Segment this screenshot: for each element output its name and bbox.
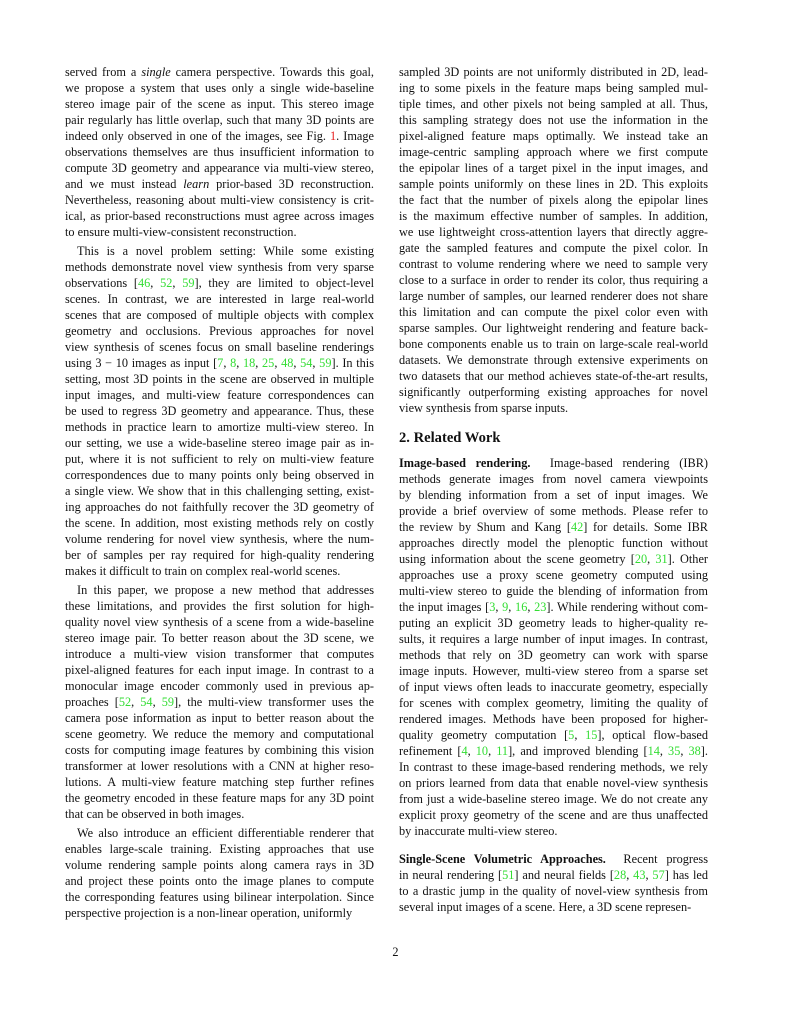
citation-link[interactable]: 48 bbox=[281, 356, 294, 370]
text-line: several input images of a scene. Here, a 3D scene represen- bbox=[399, 900, 692, 914]
citation-link[interactable]: 59 bbox=[161, 695, 174, 709]
text-line: ical, as prior-based reconstructions must agree across images bbox=[65, 209, 374, 223]
text-line: the input images [3, 9, 16, 23]. While rendering without com- bbox=[399, 600, 709, 614]
paragraph-runin-heading: Image-based rendering. bbox=[399, 456, 531, 470]
text-line: to a drastic jump in the quality of novel-view synthesis from bbox=[399, 884, 708, 898]
text-line: by inaccurate multi-view stereo. bbox=[399, 824, 558, 838]
text-line: the fact that the number of pixels along the epipolar lines bbox=[399, 193, 708, 207]
text-line: observations themselves are thus insufficient information to bbox=[65, 145, 374, 159]
text-line: of input views often leads to inaccurate geometry, especially bbox=[399, 680, 708, 694]
text-line: Image-based rendering. Image-based rendering (IBR) bbox=[399, 456, 708, 470]
text-line: introduce a multi-view vision transformer that computes bbox=[65, 647, 374, 661]
text-line: on priors learned from data that enable novel-view synthesis bbox=[399, 776, 708, 790]
right-column bbox=[399, 64, 708, 915]
text-line: for scenes with complex geometry, limiting the quality of bbox=[399, 696, 708, 710]
text-line: indeed only observed in one of the images, see Fig. 1. Image bbox=[65, 129, 375, 143]
citation-link[interactable]: 43 bbox=[633, 868, 646, 882]
citation-link[interactable]: 11 bbox=[496, 744, 509, 758]
text-line: quality geometry computation [5, 15], optical flow-based bbox=[399, 728, 708, 742]
text-line: scenes that are composed of multiple objects with complex bbox=[65, 308, 374, 322]
text-line: costs for computing image features by combining this vision bbox=[65, 743, 374, 757]
citation-link[interactable]: 15 bbox=[585, 728, 598, 742]
text-line: close to a surface in order to render its color, thus requiring a bbox=[399, 273, 708, 287]
text-line: tiple times, and other pixels not being sampled at all. Thus, bbox=[399, 97, 708, 111]
text-line: methods that rely on 3D geometry can work with sparse bbox=[399, 648, 708, 662]
citation-link[interactable]: 7 bbox=[217, 356, 224, 370]
text-line: scene geometry. We reduce the memory and computational bbox=[65, 727, 374, 741]
text-line: approaches use a proxy scene geometry computed using bbox=[399, 568, 708, 582]
text-line: and project these points onto the image planes to compute bbox=[65, 874, 374, 888]
text-line: two datasets that our method achieves state-of-the-art results, bbox=[399, 369, 708, 383]
citation-link[interactable]: 18 bbox=[242, 356, 256, 370]
text-line: camera pose information as input to better reason about the bbox=[65, 711, 374, 725]
text-line: approaches directly model the plenoptic function without bbox=[399, 536, 708, 550]
text-line: pair regularly has little overlap, such that many 3D points are bbox=[65, 113, 374, 127]
text-line: geometry and occlusions. Previous approaches for novel bbox=[65, 324, 374, 338]
citation-link[interactable]: 28 bbox=[613, 868, 627, 882]
text-line: we use lightweight cross-attention layers that directly aggre- bbox=[399, 225, 708, 239]
text-line: datasets. We demonstrate through extensive experiments on bbox=[399, 353, 708, 367]
text-line: stereo image pair. To better reason about the 3D scene, we bbox=[65, 631, 374, 645]
text-line: these limitations, and provides the first solution for high- bbox=[65, 599, 374, 613]
text-line: correspondences due to many points only being observed in bbox=[65, 468, 374, 482]
text-line: a single view. We show that in this challenging setting, exist- bbox=[65, 484, 374, 498]
citation-link[interactable]: 14 bbox=[647, 744, 660, 758]
text-line: gate the sampled features and compute the pixel color. In bbox=[399, 241, 708, 255]
citation-link[interactable]: 54 bbox=[140, 695, 153, 709]
emphasis-text: learn bbox=[183, 177, 210, 191]
citation-link[interactable]: 31 bbox=[655, 552, 668, 566]
citation-link[interactable]: 42 bbox=[570, 520, 584, 534]
text-line: using information about the scene geometry [20, 31]. Other bbox=[399, 552, 708, 566]
paragraph-image-based-rendering bbox=[399, 455, 708, 839]
text-line: makes it difficult to train on complex real-world scenes. bbox=[65, 564, 341, 578]
citation-link[interactable]: 5 bbox=[568, 728, 575, 742]
text-line: pixel-aligned feature maps optimally. We instead take an bbox=[399, 129, 708, 143]
text-line: quality novel view synthesis of a scene from a wide-baseline bbox=[65, 615, 374, 629]
text-line: proaches [52, 54, 59], the multi-view transformer uses the bbox=[65, 695, 374, 709]
text-line: sample points uniformly on these lines in 2D. This exploits bbox=[399, 177, 708, 191]
text-line: compute 3D geometry and appearance via multi-view stereo, bbox=[65, 161, 374, 175]
text-line: this limitation and can compute the pixel color even with bbox=[399, 305, 708, 319]
text-line: sults, it requires a large number of input images. In contrast, bbox=[399, 632, 708, 646]
left-column bbox=[65, 64, 374, 924]
text-line: Nevertheless, reasoning about multi-view consistency is crit- bbox=[65, 193, 374, 207]
text-line: In contrast to these image-based rendering methods, we rely bbox=[399, 760, 708, 774]
text-line: large number of samples, our learned renderer does not share bbox=[399, 289, 708, 303]
text-line: transformer at lower resolutions with a CNN at higher reso- bbox=[65, 759, 374, 773]
citation-link[interactable]: 25 bbox=[262, 356, 275, 370]
text-line: lutions. A multi-view feature matching step further refines bbox=[65, 775, 374, 789]
text-line: in neural rendering [51] and neural fields [28, 43, 57] has led bbox=[399, 868, 708, 882]
text-line: input images, and multi-view feature correspondences can bbox=[65, 388, 374, 402]
text-line: to ensure multi-view-consistent reconstruction. bbox=[65, 225, 297, 239]
citation-link[interactable]: 52 bbox=[160, 276, 173, 290]
text-line: methods generate images from novel camera viewpoints bbox=[399, 472, 708, 486]
text-line: by blending information from a set of input images. We bbox=[399, 488, 708, 502]
text-line: image-centric sampling approach where we first compute bbox=[399, 145, 708, 159]
intro-continuation-paragraph bbox=[399, 64, 708, 416]
citation-link[interactable]: 59 bbox=[182, 276, 195, 290]
text-line: perspective projection is a non-linear operation, uniformly bbox=[65, 906, 353, 920]
citation-link[interactable]: 8 bbox=[230, 356, 237, 370]
text-line: is the maximum effective number of samples. In addition, bbox=[399, 209, 708, 223]
text-line: enables large-scale training. Existing approaches that use bbox=[65, 842, 374, 856]
section-heading-related-work: 2. Related Work bbox=[399, 430, 501, 446]
text-line: refinement [4, 10, 11], and improved blending [14, 35, 38]. bbox=[399, 744, 708, 758]
citation-link[interactable]: 20 bbox=[634, 552, 648, 566]
text-line: provide a brief overview of some methods. Please refer to bbox=[399, 504, 708, 518]
text-line: puting an explicit 3D geometry leads to higher-quality re- bbox=[399, 616, 708, 630]
text-line: methods in practice learn to amortize multi-view stereo. In bbox=[65, 420, 374, 434]
text-line: explicit proxy geometry of the scene and are thus unaffected bbox=[399, 808, 708, 822]
text-line: bone components enable us to train on large-scale real-world bbox=[399, 337, 708, 351]
citation-link[interactable]: 10 bbox=[475, 744, 489, 758]
citation-link[interactable]: 9 bbox=[502, 600, 509, 614]
citation-link[interactable]: 54 bbox=[300, 356, 313, 370]
text-line: stereo image pair of the scene as input. This stereo image bbox=[65, 97, 374, 111]
text-line: setting, most 3D points in the scene are observed in multiple bbox=[65, 372, 374, 386]
text-line: sparse samples. Our lightweight rendering and feature back- bbox=[399, 321, 708, 335]
text-line: contrast to volume rendering where we need to sample very bbox=[399, 257, 708, 271]
text-line: Single-Scene Volumetric Approaches. Recent progress bbox=[399, 852, 708, 866]
text-line: methods demonstrate novel view synthesis from very sparse bbox=[65, 260, 374, 274]
text-line: view synthesis from sparse inputs. bbox=[399, 401, 569, 415]
text-line: image inputs. However, multi-view stereo from a sparse set bbox=[399, 664, 708, 678]
body-paragraph bbox=[65, 243, 374, 579]
text-line: the scene. In addition, most existing methods rely on costly bbox=[65, 516, 374, 530]
text-line: ber of samples per ray required for high-quality rendering bbox=[65, 548, 374, 562]
text-line: scenes. In contrast, we are interested in large real-world bbox=[65, 292, 374, 306]
text-line: this sampling strategy does not use the information in the bbox=[399, 113, 708, 127]
text-line: pixel-aligned features for each input image. In contrast to a bbox=[65, 663, 374, 677]
text-line: observations [46, 52, 59], they are limited to object-level bbox=[65, 276, 374, 290]
text-line: put, where it is not sufficient to rely on multi-view feature bbox=[65, 452, 374, 466]
text-line: our setting, we use a wide-baseline stereo image pair as in- bbox=[65, 436, 374, 450]
text-line: the review by Shum and Kang [42] for details. Some IBR bbox=[399, 520, 708, 534]
text-line: the corresponding features using bilinear interpolation. Since bbox=[65, 890, 374, 904]
citation-link[interactable]: 52 bbox=[118, 695, 132, 709]
text-line: sampled 3D points are not uniformly distributed in 2D, lead- bbox=[399, 65, 708, 79]
text-line: served from a single camera perspective. Towards this goal, bbox=[65, 65, 374, 79]
text-line: view synthesis of scenes focus on small baseline renderings bbox=[65, 340, 374, 354]
text-line: volume rendering for novel view synthesis, where the num- bbox=[65, 532, 374, 546]
citation-link[interactable]: 51 bbox=[502, 868, 515, 882]
text-line: multi-view stereo to guide the blending of information from bbox=[399, 584, 708, 598]
paragraph-runin-heading: Single-Scene Volumetric Approaches. bbox=[399, 852, 606, 866]
text-line: and we must instead learn prior-based 3D reconstruction. bbox=[65, 177, 374, 191]
text-line: we propose a system that uses only a single wide-baseline bbox=[65, 81, 374, 95]
text-line: ing approaches do not faithfully recover the 3D geometry of bbox=[65, 500, 374, 514]
body-paragraph bbox=[65, 582, 374, 822]
citation-link[interactable]: 59 bbox=[319, 356, 332, 370]
citation-link[interactable]: 57 bbox=[652, 868, 665, 882]
citation-link[interactable]: 23 bbox=[534, 600, 547, 614]
citation-link[interactable]: 16 bbox=[515, 600, 528, 614]
text-line: that can be observed in both images. bbox=[65, 807, 245, 821]
text-line: significantly outperforming existing approaches for novel bbox=[399, 385, 708, 399]
text-line: This is a novel problem setting: While some existing bbox=[77, 244, 374, 258]
text-line: ing to some pixels in the feature maps being sampled mul- bbox=[399, 81, 708, 95]
text-line: rendered images. Methods have been proposed for higher- bbox=[399, 712, 708, 726]
text-line: We also introduce an efficient differentiable renderer that bbox=[77, 826, 374, 840]
text-line: from just a wide-baseline stereo image. We do not create any bbox=[399, 792, 708, 806]
text-line: be used to regress 3D geometry and appearance. Thus, these bbox=[65, 404, 374, 418]
text-line: In this paper, we propose a new method that addresses bbox=[77, 583, 374, 597]
body-paragraph bbox=[65, 64, 374, 240]
text-line: the geometry encoded in these feature maps for any 3D point bbox=[65, 791, 374, 805]
text-line: volume rendering sample points along camera rays in 3D bbox=[65, 858, 374, 872]
figure-reference-link[interactable]: 1 bbox=[330, 129, 337, 143]
paragraph-single-scene-volumetric bbox=[399, 851, 708, 915]
citation-link[interactable]: 46 bbox=[138, 276, 151, 290]
body-paragraph bbox=[65, 825, 374, 921]
text-line: the epipolar lines of a target pixel in the input images, and bbox=[399, 161, 708, 175]
page-number: 2 bbox=[392, 945, 399, 959]
citation-link[interactable]: 35 bbox=[668, 744, 681, 758]
text-line: using 3 − 10 images as input [7, 8, 18, 25, 48, 54, 59]. In this bbox=[65, 356, 374, 370]
citation-link[interactable]: 4 bbox=[461, 744, 468, 758]
text-line: monocular image encoder commonly used in previous ap- bbox=[65, 679, 374, 693]
citation-link[interactable]: 38 bbox=[688, 744, 701, 758]
citation-link[interactable]: 3 bbox=[489, 600, 496, 614]
emphasis-text: single bbox=[141, 65, 171, 79]
